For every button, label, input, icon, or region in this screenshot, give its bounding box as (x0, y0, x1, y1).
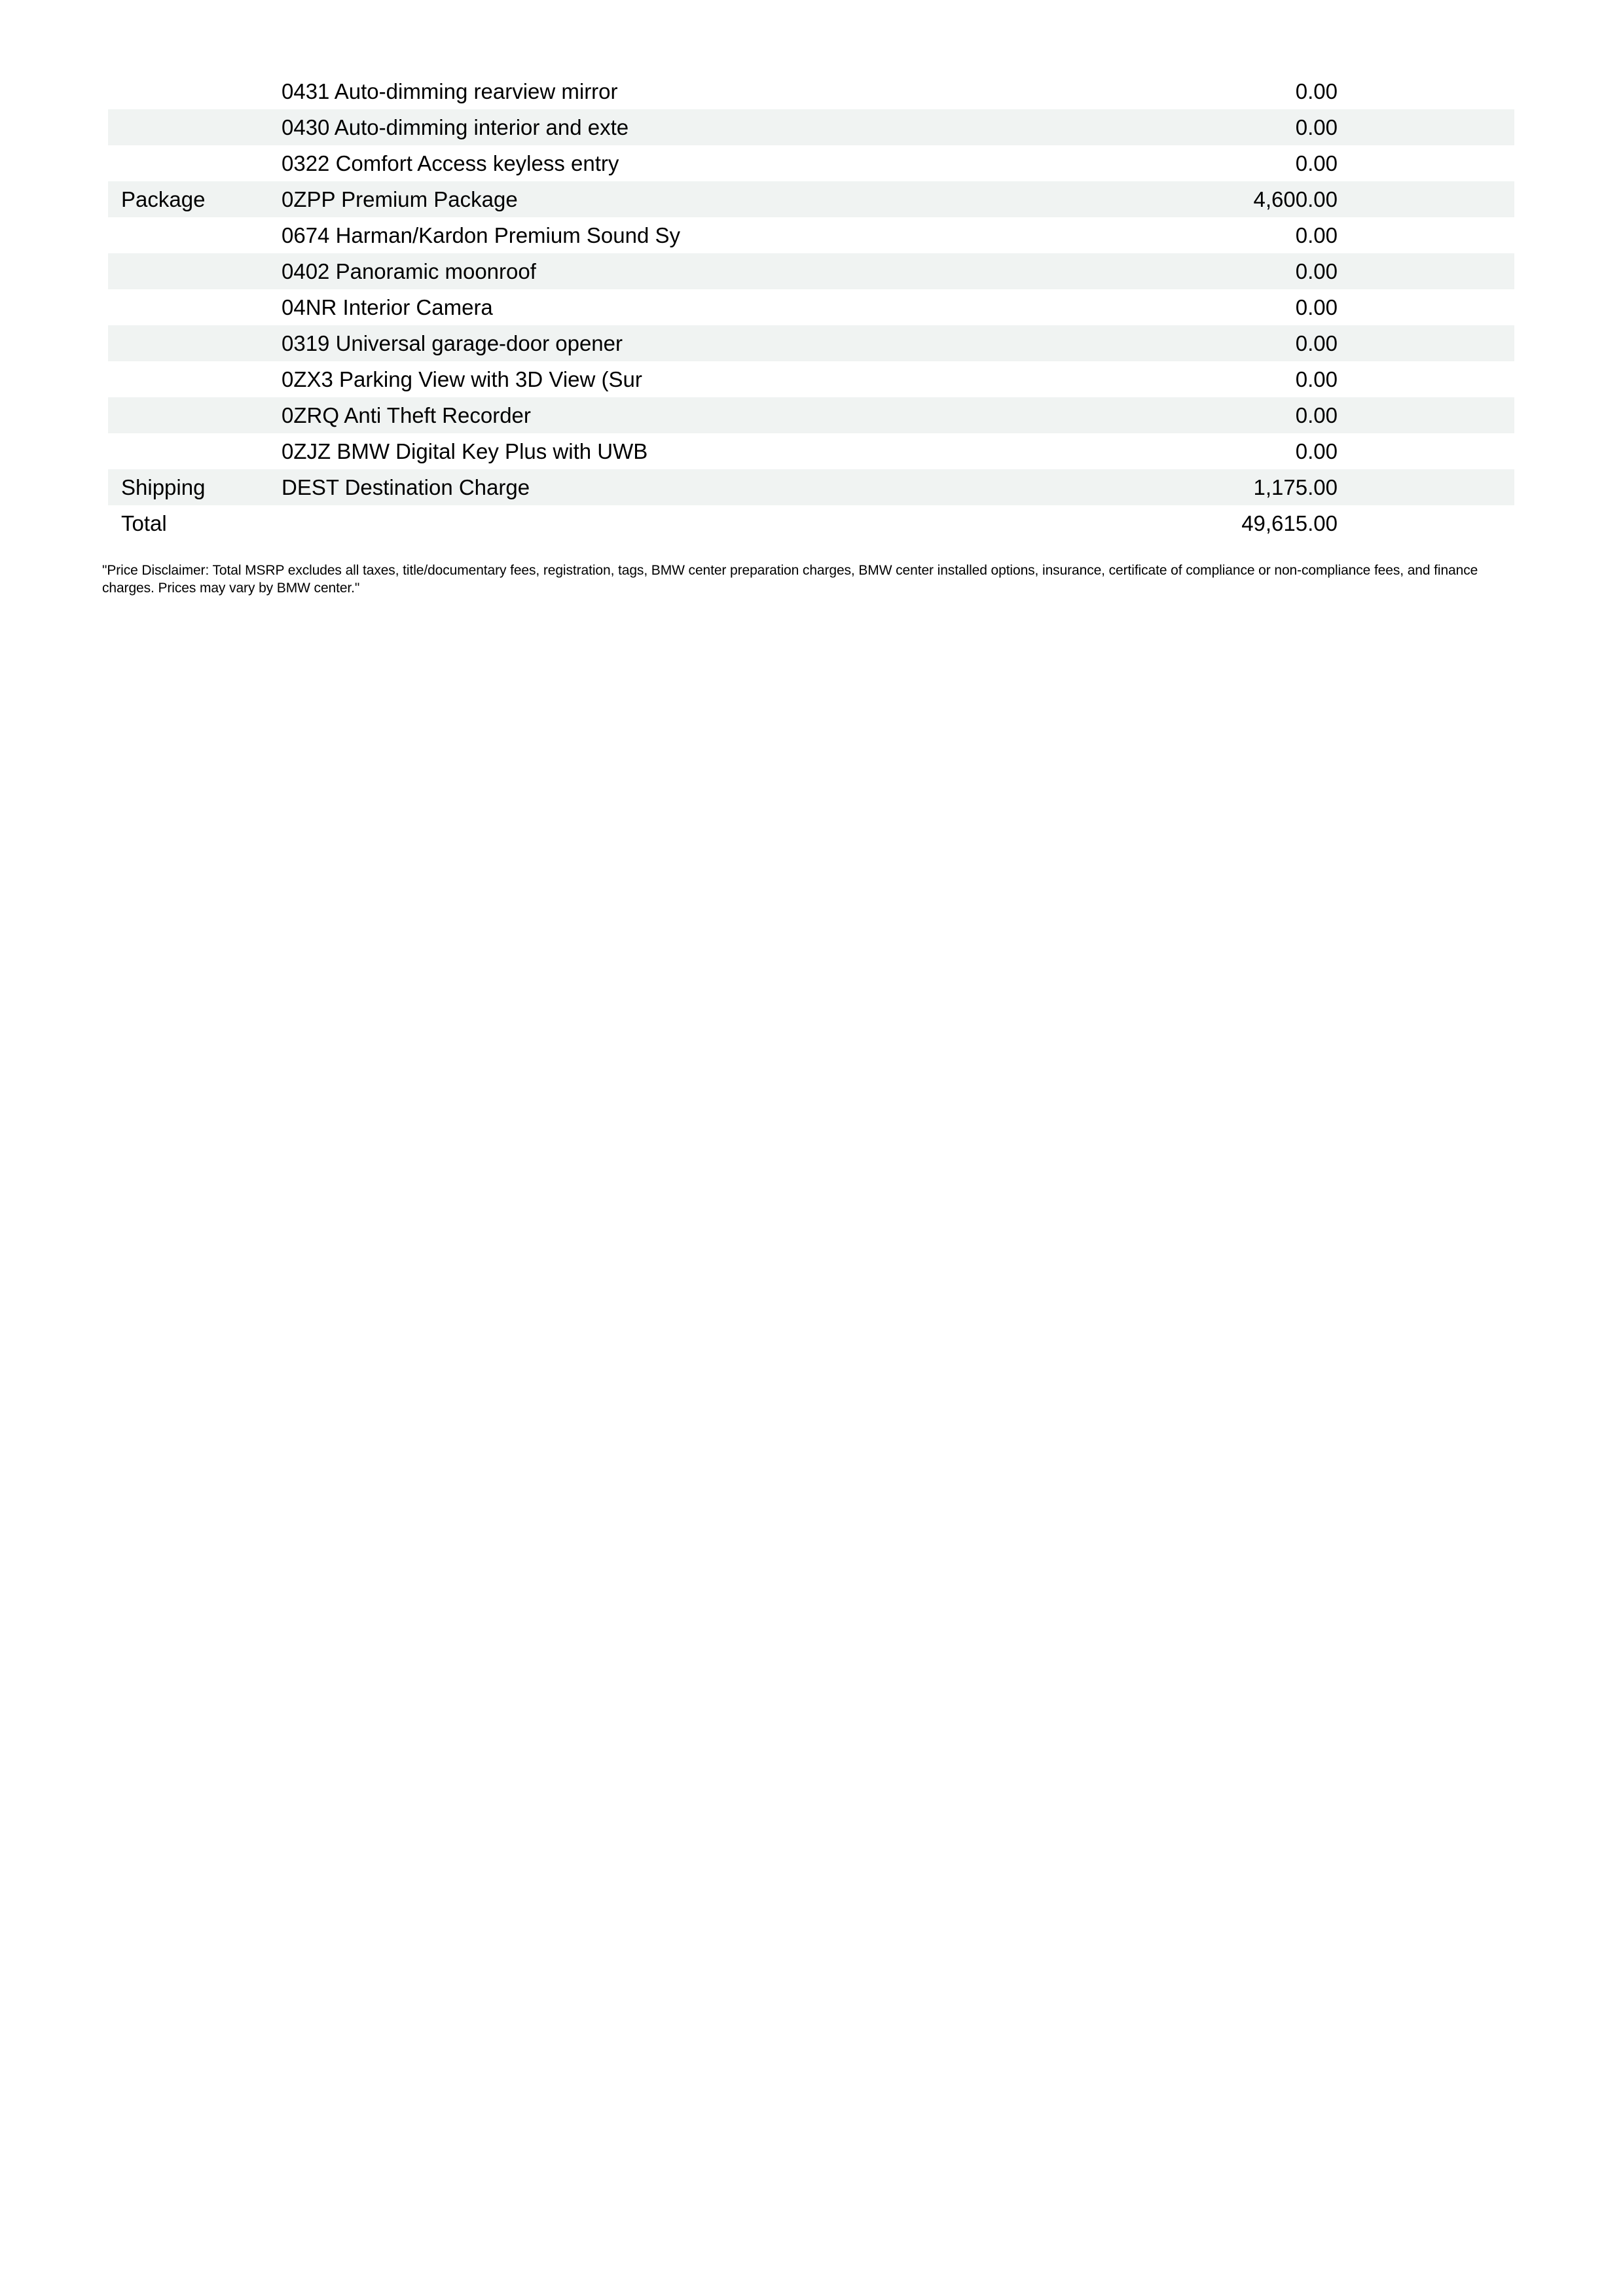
row-category-cell: Total (121, 511, 167, 535)
row-trailing-spacer (1338, 253, 1514, 289)
row-amount-cell: 4,600.00 (1253, 187, 1338, 211)
row-description-cell: 04NR Interior Camera (282, 295, 493, 319)
row-amount-cell: 49,615.00 (1241, 511, 1338, 535)
row-category-cell (108, 73, 282, 109)
table-row (108, 253, 1514, 289)
row-trailing-spacer (1338, 397, 1514, 433)
table-row (108, 217, 1514, 253)
row-category-cell (108, 289, 282, 325)
row-trailing-spacer (1338, 145, 1514, 181)
row-amount-cell: 0.00 (1295, 403, 1338, 427)
row-description-cell: 0322 Comfort Access keyless entry (282, 151, 619, 175)
row-description-cell: 0ZJZ BMW Digital Key Plus with UWB (282, 439, 648, 463)
row-description-cell: 0ZX3 Parking View with 3D View (Sur (282, 367, 642, 391)
table-row (108, 325, 1514, 361)
row-trailing-spacer (1338, 505, 1514, 541)
table-row (108, 397, 1514, 433)
pricing-breakdown-table (108, 73, 1514, 541)
row-amount-cell: 0.00 (1295, 295, 1338, 319)
table-row (108, 145, 1514, 181)
row-category-cell (108, 325, 282, 361)
row-description-cell: 0319 Universal garage-door opener (282, 331, 623, 355)
table-row (108, 109, 1514, 145)
row-category-cell: Shipping (121, 475, 206, 499)
row-trailing-spacer (1338, 181, 1514, 217)
table-row (108, 469, 1514, 505)
row-amount-cell: 0.00 (1295, 259, 1338, 283)
row-description-cell: 0430 Auto-dimming interior and exte (282, 115, 629, 139)
row-description-cell: 0431 Auto-dimming rearview mirror (282, 79, 618, 103)
table-row (108, 73, 1514, 109)
table-row (108, 505, 1514, 541)
row-category-cell (108, 253, 282, 289)
row-description-cell: 0ZRQ Anti Theft Recorder (282, 403, 531, 427)
table-row (108, 289, 1514, 325)
row-amount-cell: 1,175.00 (1253, 475, 1338, 499)
row-amount-cell: 0.00 (1295, 223, 1338, 247)
row-description-cell (282, 505, 982, 541)
row-description-cell: 0ZPP Premium Package (282, 187, 518, 211)
pricing-table-body (108, 73, 1514, 541)
row-trailing-spacer (1338, 217, 1514, 253)
row-category-cell: Package (121, 187, 206, 211)
row-trailing-spacer (1338, 433, 1514, 469)
row-category-cell (108, 433, 282, 469)
row-amount-cell: 0.00 (1295, 151, 1338, 175)
table-row (108, 433, 1514, 469)
row-trailing-spacer (1338, 469, 1514, 505)
row-amount-cell: 0.00 (1295, 439, 1338, 463)
table-row (108, 361, 1514, 397)
row-amount-cell: 0.00 (1295, 367, 1338, 391)
row-description-cell: 0674 Harman/Kardon Premium Sound Sy (282, 223, 680, 247)
row-category-cell (108, 397, 282, 433)
row-trailing-spacer (1338, 289, 1514, 325)
row-amount-cell: 0.00 (1295, 79, 1338, 103)
row-trailing-spacer (1338, 325, 1514, 361)
row-description-cell: 0402 Panoramic moonroof (282, 259, 536, 283)
table-row (108, 181, 1514, 217)
price-disclaimer-text: "Price Disclaimer: Total MSRP excludes all taxes, title/documentary fees, registration, tags, BMW center preparation charges, BMW center installed options, insurance, certificate of compliance or non-compliance fees, and finance charges. Prices may vary by BMW center." (102, 563, 1478, 596)
row-category-cell (108, 361, 282, 397)
row-trailing-spacer (1338, 73, 1514, 109)
row-category-cell (108, 109, 282, 145)
row-amount-cell: 0.00 (1295, 115, 1338, 139)
row-trailing-spacer (1338, 109, 1514, 145)
row-category-cell (108, 145, 282, 181)
row-amount-cell: 0.00 (1295, 331, 1338, 355)
row-category-cell (108, 217, 282, 253)
row-description-cell: DEST Destination Charge (282, 475, 530, 499)
row-trailing-spacer (1338, 361, 1514, 397)
